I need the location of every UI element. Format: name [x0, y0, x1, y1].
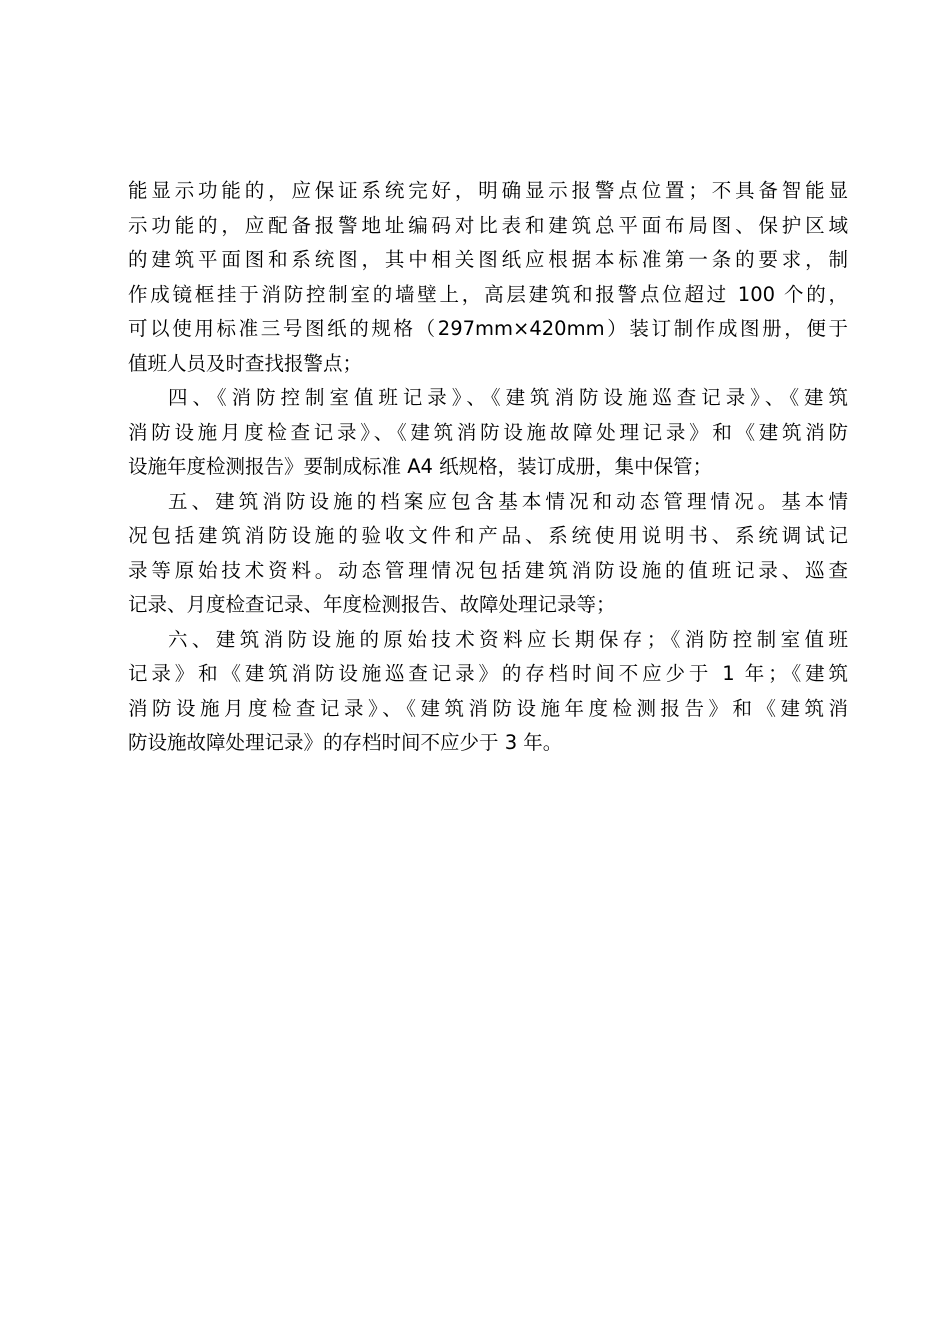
paragraph-item-4 [128, 381, 848, 485]
text-line: 录等原始技术资料。动态管理情况包括建筑消防设施的值班记录、巡查 [128, 558, 848, 582]
paragraph-continued [128, 174, 848, 381]
text-line: 记录》和《建筑消防设施巡查记录》的存档时间不应少于 1 年；《建筑 [128, 662, 848, 685]
text-line: 六、建筑消防设施的原始技术资料应长期保存；《消防控制室值班 [168, 627, 848, 651]
text-line: 五、建筑消防设施的档案应包含基本情况和动态管理情况。基本情 [168, 489, 848, 513]
paragraph-item-5 [128, 485, 848, 623]
text-line: 况包括建筑消防设施的验收文件和产品、系统使用说明书、系统调试记 [128, 524, 848, 547]
text-line: 可以使用标准三号图纸的规格（297mm×420mm）装订制作成图册，便于 [128, 317, 848, 340]
text-line: 防设施故障处理记录》的存档时间不应少于 3 年。 [128, 731, 563, 754]
text-line: 设施年度检测报告》要制成标准 A4 纸规格，装订成册，集中保管； [128, 455, 713, 478]
text-line: 作成镜框挂于消防控制室的墙壁上，高层建筑和报警点位超过 100 个的， [128, 282, 848, 306]
text-line: 记录、月度检查记录、年度检测报告、故障处理记录等； [128, 593, 616, 616]
text-line: 四、《消防控制室值班记录》、《建筑消防设施巡查记录》、《建筑 [168, 386, 848, 409]
text-line: 消防设施月度检查记录》、《建筑消防设施故障处理记录》和《建筑消防 [128, 420, 848, 444]
paragraph-item-6 [128, 623, 848, 761]
text-line: 消防设施月度检查记录》、《建筑消防设施年度检测报告》和《建筑消 [128, 696, 848, 720]
text-line: 示功能的，应配备报警地址编码对比表和建筑总平面布局图、保护区域 [128, 213, 848, 237]
document-body [128, 174, 848, 761]
text-line: 值班人员及时查找报警点； [128, 351, 363, 375]
text-line: 能显示功能的，应保证系统完好，明确显示报警点位置；不具备智能显 [128, 179, 848, 202]
text-line: 的建筑平面图和系统图，其中相关图纸应根据本标准第一条的要求，制 [128, 248, 848, 271]
